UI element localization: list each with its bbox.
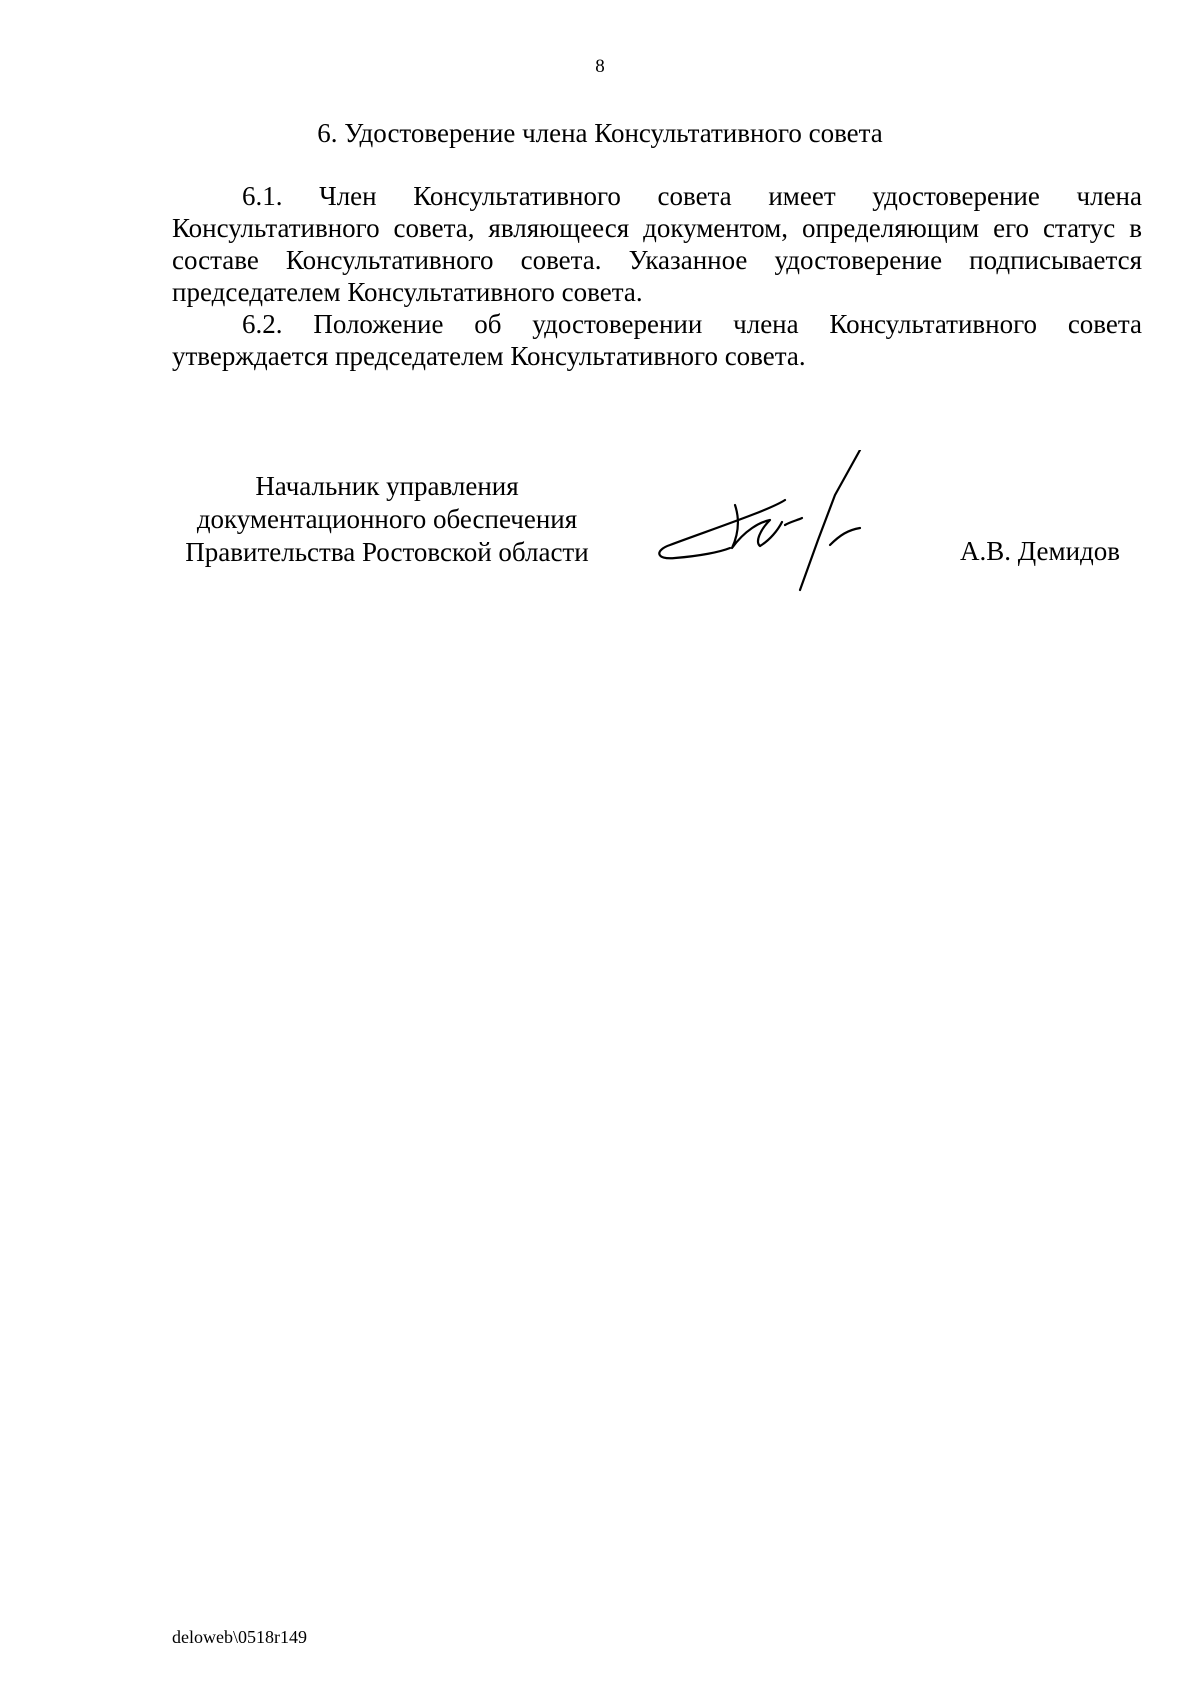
- section-title: 6. Удостоверение члена Консультативного совета: [317, 118, 883, 148]
- page-number: 8: [595, 56, 605, 77]
- paragraph-6-1: 6.1. Член Консультативного совета имеет удостоверение члена Консультативного совета, являющееся документом, определяющим его статус в составе Консультативного совета. Указанное удостоверение подписывается председателем Консультативного совета.: [172, 181, 1142, 307]
- paragraph-6-2: 6.2. Положение об удостоверении члена Консультативного совета утверждается председателем Консультативного совета.: [172, 309, 1142, 371]
- document-code: deloweb\0518r149: [172, 1627, 307, 1647]
- position-line: Правительства Ростовской области: [185, 537, 589, 567]
- handwritten-signature: [650, 450, 950, 610]
- position-line: Начальник управления: [255, 471, 519, 501]
- signer-name: А.В. Демидов: [960, 536, 1121, 566]
- section-body: [172, 180, 1142, 372]
- position-line: документационного обеспечения: [196, 504, 578, 534]
- signatory-position: [172, 470, 602, 569]
